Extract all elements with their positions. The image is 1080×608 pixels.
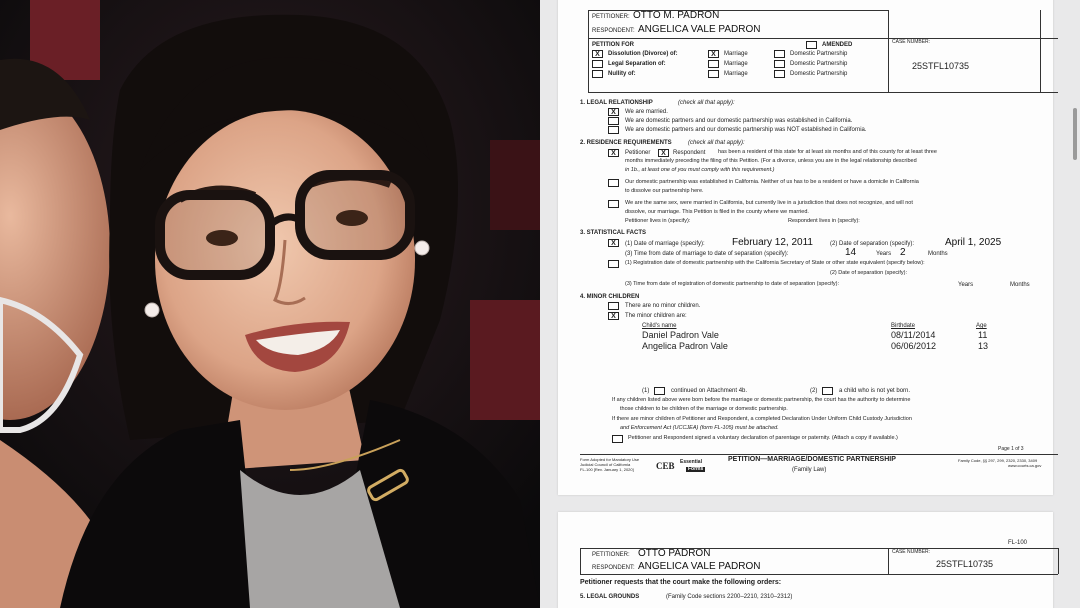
requests-heading: Petitioner requests that the court make the following orders: (580, 579, 782, 586)
s5-title: 5. LEGAL GROUNDS (580, 594, 640, 600)
s4b-text: The minor children are: (625, 313, 687, 319)
years-value: 14 (845, 247, 857, 258)
s2-title: 2. RESIDENCE REQUIREMENTS (580, 140, 672, 146)
col-birthdate: Birthdate (891, 323, 916, 329)
separation-date: April 1, 2025 (945, 237, 1002, 248)
amended-checkbox[interactable] (806, 41, 817, 49)
case-number: 25STFL10735 (912, 61, 970, 71)
dissolution-checkbox[interactable]: X (592, 50, 603, 58)
case-number-label: CASE NUMBER: (892, 39, 931, 45)
marriage-checkbox[interactable]: X (708, 50, 719, 58)
s3a3-label: (3) Time from date of marriage to date of separation (specify): (625, 251, 789, 257)
s3b3-label: (3) Time from date of registration of domestic partnership to date of separation (specify): (625, 281, 839, 287)
courts-url: www.courts.ca.gov (1008, 463, 1042, 468)
s4-unborn-label: a child who is not yet born. (839, 388, 911, 394)
domestic-label: Domestic Partnership (790, 51, 848, 57)
col-child-name: Child's name (642, 323, 677, 329)
essential-logo-2: Forms (688, 466, 704, 472)
petitioner-name: OTTO M. PADRON (633, 10, 720, 21)
s3a2-label: (2) Date of separation (specify): (830, 241, 915, 247)
s1a-checkbox[interactable]: X (608, 108, 619, 116)
legal-separation-label: Legal Separation of: (608, 61, 666, 67)
s3b1-label: (1) Registration date of domestic partnership with the California Secretary of State or other state equivalent (specify below): (625, 260, 925, 266)
s4d-line2: and Enforcement Act (UCCJEA) (form FL-105) must be attached. (620, 425, 779, 431)
page-number: Page 1 of 3 (998, 446, 1024, 452)
marriage-label-3: Marriage (724, 71, 748, 77)
s1a-text: We are married. (625, 109, 668, 115)
s2a-line1: has been a resident of this state for at least six months and of this county for at least three (718, 149, 937, 155)
s4-attachment-label: continued on Attachment 4b. (671, 388, 748, 394)
s4e-checkbox[interactable] (612, 435, 623, 443)
s1c-text: We are domestic partners and our domestic partnership was NOT established in California. (625, 127, 867, 133)
s4e-text: Petitioner and Respondent signed a voluntary declaration of parentage or paternity. (Attach a copy if available.) (628, 435, 898, 441)
family-code-refs: Family Code, §§ 297, 299, 2320, 2330, 3409 (958, 458, 1038, 463)
s3a-checkbox[interactable]: X (608, 239, 619, 247)
p2-case-number: 25STFL10735 (936, 559, 994, 569)
s1-title: 1. LEGAL RELATIONSHIP (580, 100, 653, 106)
s2a-respondent: Respondent (673, 150, 706, 156)
form-number: FL-100 (1008, 540, 1028, 546)
child-2-age: 13 (978, 341, 989, 351)
petition-for-label: PETITION FOR (592, 42, 634, 48)
col-age: Age (976, 323, 987, 329)
s2-note: (check all that apply): (688, 140, 745, 146)
s3b2-label: (2) Date of separation (specify): (830, 270, 908, 276)
s4-att-num: (1) (642, 388, 650, 394)
s3b-checkbox[interactable] (608, 260, 619, 268)
child-1-name: Daniel Padron Vale (642, 330, 719, 340)
child-2-birthdate: 06/06/2012 (891, 341, 937, 351)
s2b-checkbox[interactable] (608, 179, 619, 187)
s1b-text: We are domestic partners and our domestic partnership was established in California. (625, 118, 853, 124)
marriage-date: February 12, 2011 (732, 237, 813, 248)
s4c-line2: those children to be children of the marriage or domestic partnership. (620, 406, 788, 412)
domestic-checkbox-2[interactable] (774, 60, 785, 68)
s3-title: 3. STATISTICAL FACTS (580, 230, 647, 236)
s4c-line1: If any children listed above were born before the marriage or domestic partnership, the court has the authority to determine (612, 397, 911, 403)
years2-label: Years (958, 282, 974, 288)
marriage-checkbox-2[interactable] (708, 60, 719, 68)
marriage-label: Marriage (724, 51, 748, 57)
respondent-name: ANGELICA VALE PADRON (638, 24, 761, 35)
amended-label: AMENDED (822, 42, 853, 48)
p2-petitioner-label: PETITIONER: (592, 552, 630, 558)
footer-title: PETITION—MARRIAGE/DOMESTIC PARTNERSHIP (728, 456, 896, 463)
p2-case-label: CASE NUMBER: (892, 549, 931, 555)
s4-unborn-checkbox[interactable] (822, 387, 833, 395)
nullity-label: Nullity of: (608, 71, 636, 77)
p2-petitioner-name: OTTO PADRON (638, 548, 711, 559)
s1c-checkbox[interactable] (608, 126, 619, 134)
domestic-checkbox-3[interactable] (774, 70, 785, 78)
s4a-text: There are no minor children. (625, 303, 701, 309)
s2a-line2: months immediately preceding the filing of this Petition. (For a divorce, unless you are in the legal relationship described (625, 158, 917, 164)
domestic-label-3: Domestic Partnership (790, 71, 848, 77)
s2a-petitioner: Petitioner (625, 150, 651, 156)
ceb-logo: CEB (656, 461, 675, 471)
legal-separation-checkbox[interactable] (592, 60, 603, 68)
s2a-line3: in 1b., at least one of you must comply with this requirement.) (625, 167, 775, 173)
s2a-checkbox[interactable]: X (608, 149, 619, 157)
form-info-3: FL-100 [Rev. January 1, 2020] (580, 467, 634, 472)
s4-title: 4. MINOR CHILDREN (580, 294, 640, 300)
s2c-respondent-lives: Respondent lives in (specify): (788, 218, 860, 224)
form-info-1: Form Adopted for Mandatory Use (580, 457, 640, 462)
s2c-checkbox[interactable] (608, 200, 619, 208)
s4a-checkbox[interactable] (608, 302, 619, 310)
s5-note: (Family Code sections 2200–2210, 2310–2312) (666, 594, 793, 600)
form-info-2: Judicial Council of California (580, 462, 631, 467)
petition-page-1 (558, 0, 1053, 495)
s4b-checkbox[interactable]: X (608, 312, 619, 320)
child-1-birthdate: 08/11/2014 (891, 330, 936, 340)
years-label: Years (876, 251, 892, 257)
respondent-label: RESPONDENT: (592, 28, 635, 34)
petitioner-label: PETITIONER: (592, 14, 630, 20)
petition-page-2 (558, 512, 1053, 608)
document-viewer[interactable] (540, 0, 1080, 608)
child-1-age: 11 (978, 330, 988, 340)
marriage-label-2: Marriage (724, 61, 748, 67)
essential-logo-1: Essential (680, 459, 702, 465)
footer-subtitle: (Family Law) (792, 467, 827, 473)
domestic-label-2: Domestic Partnership (790, 61, 848, 67)
s2a-respondent-checkbox[interactable]: X (658, 149, 669, 157)
s2b-line2: to dissolve our partnership here. (625, 188, 704, 194)
months-label: Months (928, 251, 948, 257)
s2b-line1: Our domestic partnership was established in California. Neither of us has to be a resident or have a domicile in California (625, 179, 919, 185)
s2c-petitioner-lives: Petitioner lives in (specify): (625, 218, 691, 224)
dissolution-label: Dissolution (Divorce) of: (608, 51, 678, 57)
s2c-line2: dissolve, our marriage. This Petition is filed in the county where we married. (625, 209, 809, 215)
months2-label: Months (1010, 282, 1030, 288)
child-2-name: Angelica Padron Vale (642, 341, 728, 351)
scrollbar[interactable] (1073, 108, 1077, 160)
months-value: 2 (900, 247, 906, 258)
s2c-line1: We are the same sex, were married in California, but currently live in a jurisdiction that does not recognize, and will not (625, 200, 913, 206)
s4-attachment-checkbox[interactable] (654, 387, 665, 395)
s3a1-label: (1) Date of marriage (specify): (625, 241, 705, 247)
s1-note: (check all that apply): (678, 100, 735, 106)
s1b-checkbox[interactable] (608, 117, 619, 125)
p2-respondent-label: RESPONDENT: (592, 565, 635, 571)
p2-respondent-name: ANGELICA VALE PADRON (638, 561, 761, 572)
s4-unborn-num: (2) (810, 388, 818, 394)
s4d-line1: If there are minor children of Petitioner and Respondent, a completed Declaration Under Uniform Child Custody Jurisdiction (612, 416, 912, 422)
marriage-checkbox-3[interactable] (708, 70, 719, 78)
nullity-checkbox[interactable] (592, 70, 603, 78)
domestic-checkbox[interactable] (774, 50, 785, 58)
